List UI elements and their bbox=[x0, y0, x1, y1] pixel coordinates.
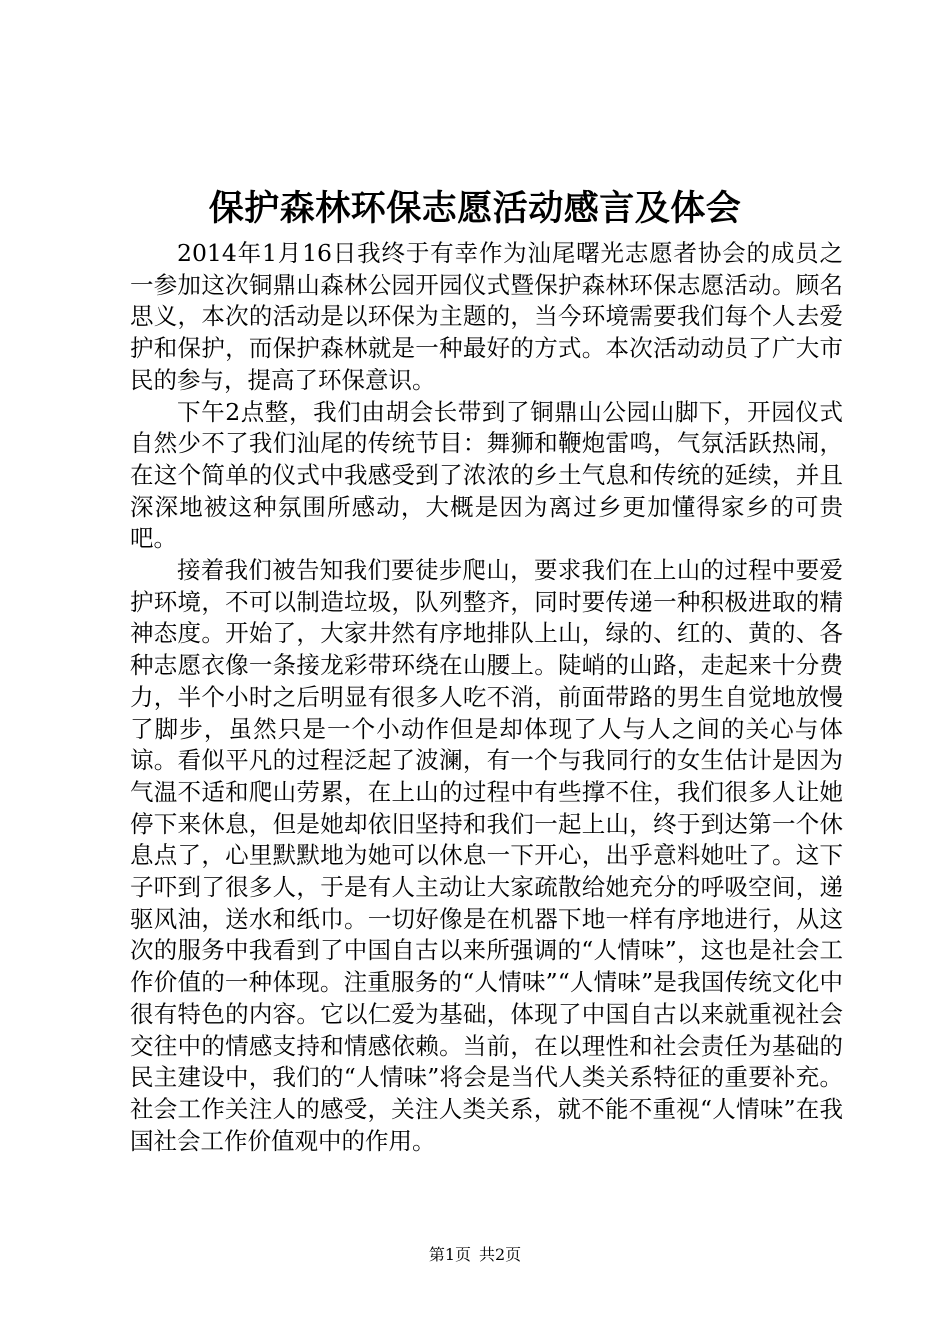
page-number: 第1页 bbox=[428, 1245, 471, 1264]
paragraph-3: 接着我们被告知我们要徒步爬山，要求我们在上山的过程中要爱护环境，不可以制造垃圾，队列整齐，同时要传递一种积极进取的精神态度。开始了，大家井然有序地排队上山，绿的、红的、黄的、各种志愿衣像一条接龙彩带环绕在山腰上。陡峭的山路，走起来十分费力，半个小时之后明显有很多人吃不消，前面带路的男生自觉地放慢了脚步，虽然只是一个小动作但是却体现了人与人之间的关心与体谅。看似平凡的过程泛起了波澜，有一个与我同行的女生估计是因为气温不适和爬山劳累，在上山的过程中有些撑不住，我们很多人让她停下来休息，但是她却依旧坚持和我们一起上山，终于到达第一个休息点了，心里默默地为她可以休息一下开心，出乎意料她吐了。这下子吓到了很多人，于是有人主动让大家疏散给她充分的呼吸空间，递驱风油，送水和纸巾。一切好像是在机器下地一样有序地进行，从这次的服务中我看到了中国自古以来所强调的“人情味”，这也是社会工作价值的一种体现。注重服务的“人情味”“人情味”是我国传统文化中很有特色的内容。它以仁爱为基础，体现了中国自古以来就重视社会交往中的情感支持和情感依赖。当前，在以理性和社会责任为基础的民主建设中，我们的“人情味”将会是当代人类关系特征的重要补充。社会工作关注人的感受，关注人类关系，就不能不重视“人情味”在我国社会工作价值观中的作用。 bbox=[130, 556, 843, 1155]
page-footer bbox=[0, 1244, 950, 1266]
document-body bbox=[130, 238, 843, 1157]
paragraph-2: 下午2点整，我们由胡会长带到了铜鼎山公园山脚下，开园仪式自然少不了我们汕尾的传统节目：舞狮和鞭炮雷鸣，气氛活跃热闹，在这个简单的仪式中我感受到了浓浓的乡土气息和传统的延续，并且深深地被这种氛围所感动，大概是因为离过乡更加懂得家乡的可贵吧。 bbox=[130, 397, 843, 553]
paragraph-1: 2014年1月16日我终于有幸作为汕尾曙光志愿者协会的成员之一参加这次铜鼎山森林公园开园仪式暨保护森林环保志愿活动。顾名思义，本次的活动是以环保为主题的，当今环境需要我们每个人去爱护和保护，而保护森林就是一种最好的方式。本次活动动员了广大市民的参与，提高了环保意识。 bbox=[130, 239, 843, 394]
document-title: 保护森林环保志愿活动感言及体会 bbox=[208, 189, 742, 229]
page-total: 共2页 bbox=[479, 1245, 522, 1264]
